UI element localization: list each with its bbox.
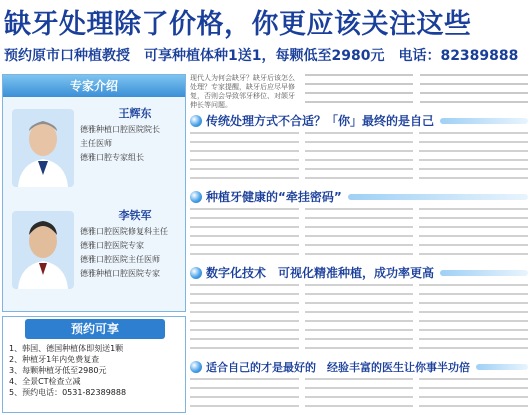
booking-title: 预约可享: [25, 319, 165, 339]
booking-item: 2、种植牙1年内免费复查: [9, 355, 100, 364]
article-column: [420, 74, 528, 108]
section-heading: [190, 112, 528, 129]
phone-number[interactable]: 82389888: [440, 48, 519, 64]
section-title: 适合自己的才是最好的 经验丰富的医生让你事半功倍: [206, 360, 470, 374]
expert-panel-title: 专家介绍: [3, 75, 185, 97]
expert-card: [6, 203, 182, 313]
article-intro: 现代人为何会缺牙？缺牙后该怎么处理？专家提醒，缺牙后应尽早修复，否则会导致邻牙移位、对颌牙伸长等问题。: [190, 74, 295, 108]
section-body: [190, 284, 528, 354]
article: [190, 74, 528, 413]
booking-item: 4、全景CT检查立减: [9, 377, 81, 386]
booking-list: [9, 343, 181, 398]
booking-panel: [2, 316, 186, 413]
section-bullet-icon: [190, 191, 202, 203]
phone-label: 电话：: [398, 48, 441, 64]
headline: 缺牙处理除了价格，你更应该关注这些: [4, 9, 472, 40]
sidebar: [2, 74, 186, 413]
promo-line: [4, 45, 526, 65]
section-body: [190, 378, 528, 412]
expert-meta: 德雅口腔医院修复科主任 德雅口腔医院专家 德雅口腔医院主任医师 德雅种植口腔医院专家: [80, 227, 168, 278]
section-bullet-icon: [190, 115, 202, 127]
booking-item: 1、韩国、德国种植体即刻送1颗: [9, 344, 124, 353]
section-title: 种植牙健康的“牵挂密码”: [206, 190, 342, 204]
expert-portrait-icon: [12, 211, 74, 289]
section-bullet-icon: [190, 267, 202, 279]
article-column: [305, 74, 413, 108]
section-heading: [190, 358, 528, 375]
booking-item: 3、每颗种植牙低至2980元: [9, 366, 107, 375]
section-heading: [190, 264, 528, 281]
section-body: [190, 208, 528, 260]
promo-offer: 可享种植体种1送1，每颗低至2980元: [144, 48, 385, 64]
expert-name: 李铁军: [118, 209, 152, 222]
expert-portrait-icon: [12, 109, 74, 187]
expert-card: [6, 101, 182, 211]
section-title: 传统处理方式不合适？「你」最终的是自己: [206, 114, 435, 128]
section-heading: [190, 188, 528, 205]
booking-item[interactable]: 5、预约电话：0531-82389888: [9, 388, 127, 397]
expert-name: 王辉东: [118, 107, 152, 120]
expert-meta: 德雅种植口腔医院院长 主任医师 德雅口腔专家组长: [80, 125, 160, 162]
promo-lead: 预约原市口种植教授: [4, 48, 130, 64]
section-body: [190, 132, 528, 184]
section-bullet-icon: [190, 361, 202, 373]
expert-panel: [2, 74, 186, 312]
section-title: 数字化技术 可视化精准种植，成功率更高: [206, 266, 435, 280]
